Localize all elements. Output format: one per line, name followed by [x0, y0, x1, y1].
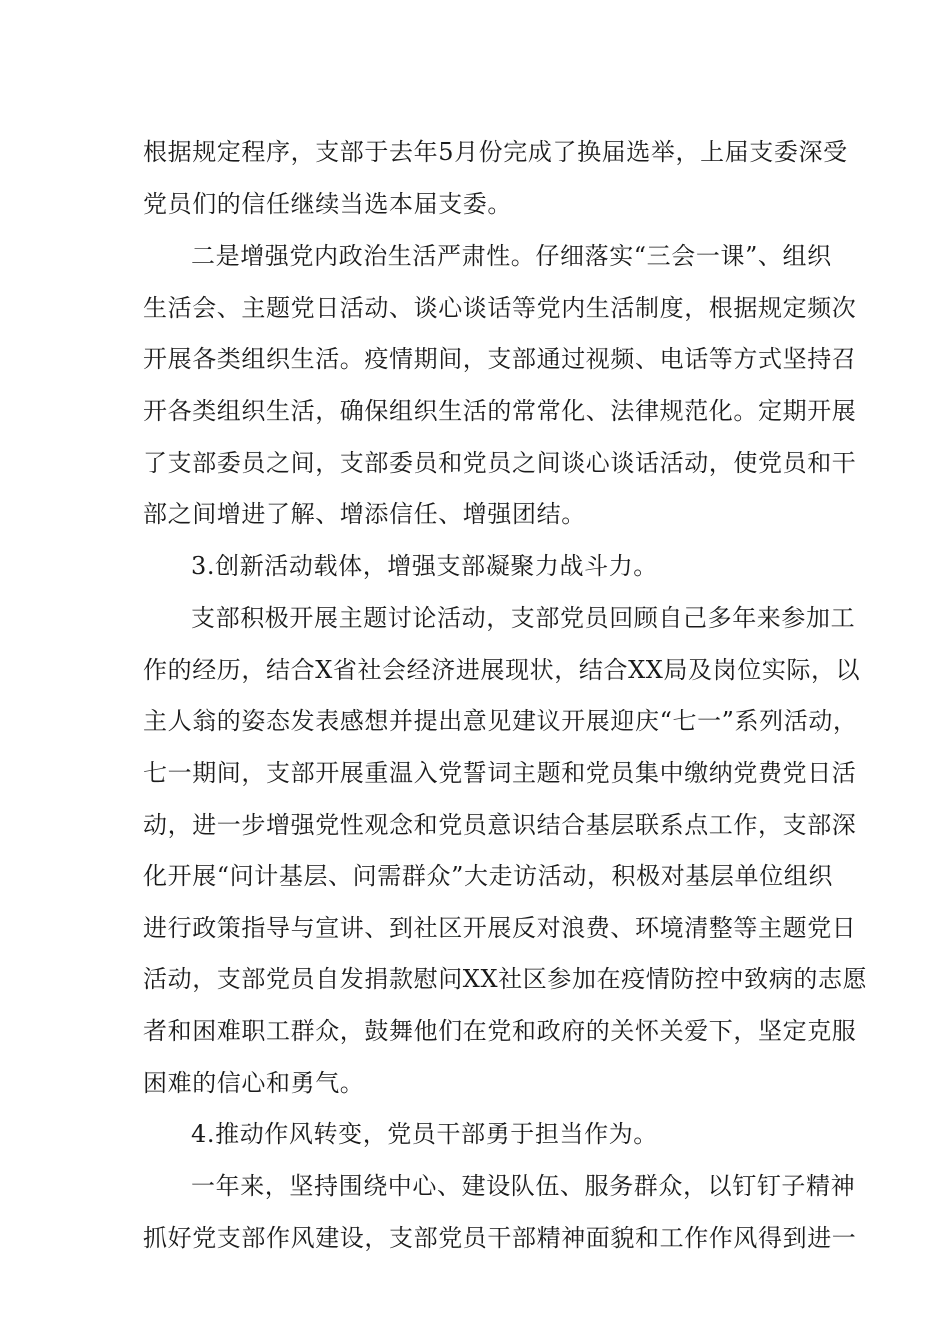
- body-text-line: 开展各类组织生活。疫情期间，支部通过视频、电话等方式坚持召: [143, 345, 857, 373]
- body-text-line: 了支部委员之间，支部委员和党员之间谈心谈话活动，使党员和干: [143, 449, 857, 477]
- paragraph-first-line: 支部积极开展主题讨论活动，支部党员回顾自己多年来参加工: [191, 604, 856, 632]
- body-text-line: 部之间增进了解、增添信任、增强团结。: [143, 500, 586, 528]
- body-text-line: 党员们的信任继续当选本届支委。: [143, 190, 512, 218]
- body-text-line: 开各类组织生活，确保组织生活的常常化、法律规范化。定期开展: [143, 397, 857, 425]
- body-text-line: 七一期间，支部开展重温入党誓词主题和党员集中缴纳党费党日活: [143, 759, 857, 787]
- body-text-line: 进行政策指导与宣讲、到社区开展反对浪费、环境清整等主题党日: [143, 914, 857, 942]
- body-text-line: 动，进一步增强党性观念和党员意识结合基层联系点工作，支部深: [143, 811, 857, 839]
- body-text-line: 生活会、主题党日活动、谈心谈话等党内生活制度，根据规定频次: [143, 294, 857, 322]
- section-heading: 4.推动作风转变，党员干部勇于担当作为。: [191, 1120, 658, 1148]
- paragraph-first-line: 二是增强党内政治生活严肃性。仔细落实“三会一课”、组织: [191, 242, 832, 270]
- body-text-line: 抓好党支部作风建设，支部党员干部精神面貌和工作作风得到进一: [143, 1224, 857, 1252]
- body-text-line: 根据规定程序，支部于去年5月份完成了换届选举，上届支委深受: [143, 138, 848, 166]
- body-text-line: 活动，支部党员自发捐款慰问XX社区参加在疫情防控中致病的志愿: [143, 965, 868, 993]
- body-text-line: 者和困难职工群众，鼓舞他们在党和政府的关怀关爱下，坚定克服: [143, 1017, 857, 1045]
- section-heading: 3.创新活动载体，增强支部凝聚力战斗力。: [191, 552, 658, 580]
- body-text-line: 化开展“问计基层、问需群众”大走访活动，积极对基层单位组织: [143, 862, 833, 890]
- paragraph-first-line: 一年来，坚持围绕中心、建设队伍、服务群众，以钉钉子精神: [191, 1172, 856, 1200]
- body-text-line: 主人翁的姿态发表感想并提出意见建议开展迎庆“七一”系列活动，: [143, 707, 858, 735]
- body-text-line: 困难的信心和勇气。: [143, 1069, 365, 1097]
- body-text-line: 作的经历，结合X省社会经济进展现状，结合XX局及岗位实际，以: [143, 656, 861, 684]
